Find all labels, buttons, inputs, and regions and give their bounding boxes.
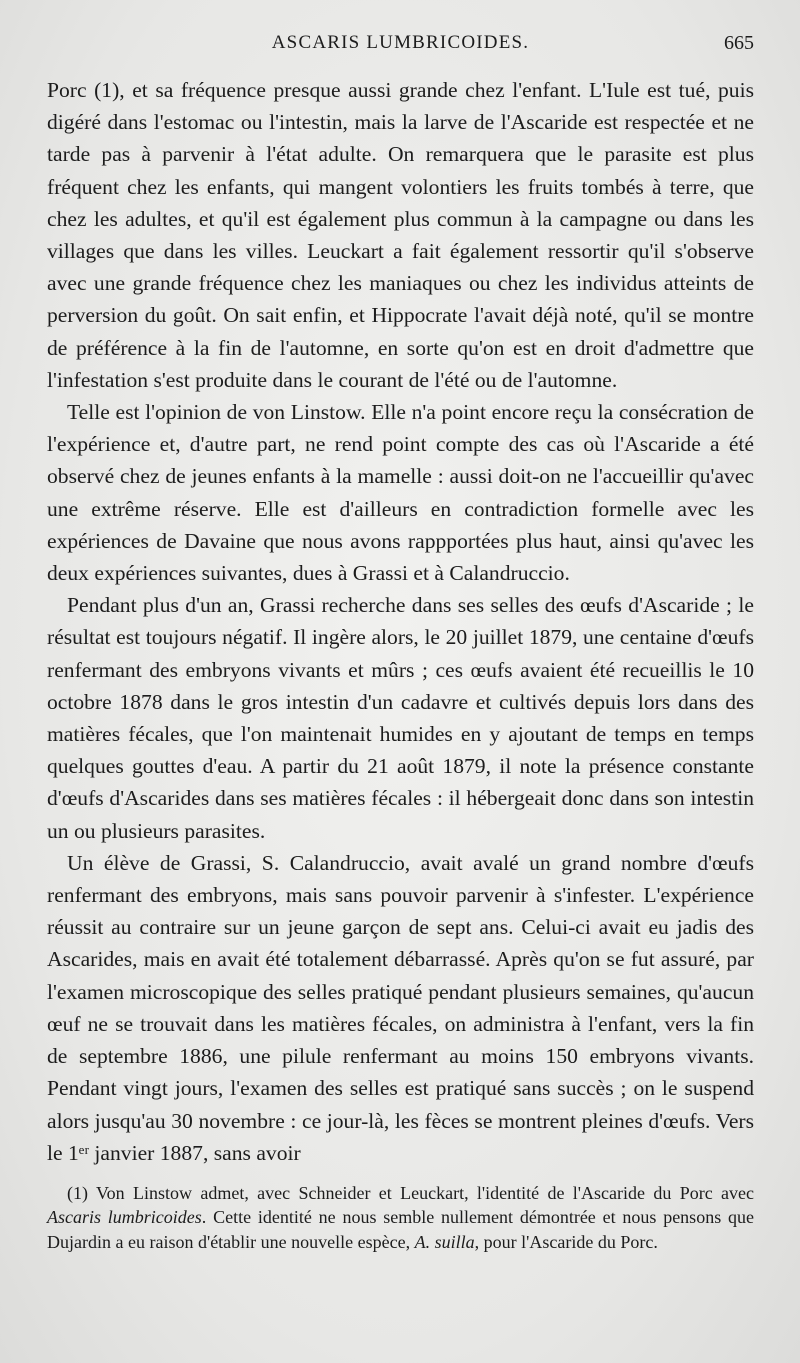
paragraph: Un élève de Grassi, S. Calandruccio, avait avalé un grand nombre d'œufs renfermant des embryons, mais sans pouvoir parvenir à s'infester. L'expérience réussit au contraire sur un jeune garçon de sept ans. Celui-ci avait eu jadis des Ascarides, mais en avait été totalement débarrassé. Après qu'on se fut assuré, par l'examen microscopique des selles pratiqué pendant plusieurs semaines, qu'aucun œuf ne se trouvait dans les matières fécales, on administra à l'enfant, vers la fin de septembre 1886, une pilule renfermant au moins 150 embryons vivants. Pendant vingt jours, l'examen des selles est pratiqué sans succès ; on le suspend alors jusqu'au 30 novembre : ce jour-là, les fèces se montrent pleines d'œufs. Vers le 1ᵉʳ janvier 1887, sans avoir — [47, 850, 754, 1165]
body-text — [47, 74, 754, 1169]
species-name-a-suilla: A. suilla — [414, 1231, 475, 1252]
footnote-text-after: , pour l'Ascaride du Porc. — [474, 1231, 658, 1252]
footnotes — [47, 1181, 754, 1255]
page-header — [47, 30, 754, 60]
footnote-text — [47, 1181, 754, 1255]
paragraph: Pendant plus d'un an, Grassi recherche dans ses selles des œufs d'Ascaride ; le résultat est toujours négatif. Il ingère alors, le 20 juillet 1879, une centaine d'œufs renfermant des embryons vivants et mûrs ; ces œufs avaient été recueillis le 10 octobre 1878 dans le gros intestin d'un cadavre et cultivés depuis lors dans des matières fécales, que l'on maintenait humides en y ajoutant de temps en temps quelques gouttes d'eau. A partir du 21 août 1879, il note la présence constante d'œufs d'Ascarides dans ses matières fécales : il hébergeait donc dans son intestin un ou plusieurs parasites. — [47, 593, 754, 843]
species-name-ascaris-lumbricoides: Ascaris lumbricoides — [47, 1207, 202, 1228]
paragraph: Telle est l'opinion de von Linstow. Elle n'a point encore reçu la consécration de l'expérience et, d'autre part, ne rend point compte des cas où l'Ascaride a été observé chez de jeunes enfants à la mamelle : aussi doit-on ne l'accueillir qu'avec une extrême réserve. Elle est d'ailleurs en contradiction formelle avec les expériences de Davaine que nous avons rappportées plus haut, ainsi qu'avec les deux expériences suivantes, dues à Grassi et à Calandruccio. — [47, 400, 754, 586]
footnote-text-middle: . Cette identité ne nous semble nullement démontrée et nous pensons que Dujardin a eu raison d'établir une nouvelle espèce, — [47, 1207, 754, 1252]
footnote-text-before: (1) Von Linstow admet, avec Schneider et Leuckart, l'identité de l'Ascaride du Porc avec — [67, 1182, 754, 1203]
footnote — [47, 1181, 754, 1255]
paragraph: Porc (1), et sa fréquence presque aussi grande chez l'enfant. L'Iule est tué, puis digéré dans l'estomac ou l'intestin, mais la larve de l'Ascaride est respectée et ne tarde pas à parvenir à l'état adulte. On remarquera que le parasite est plus fréquent chez les enfants, qui mangent volontiers les fruits tombés à terre, que chez les adultes, et qu'il est également plus commun à la campagne ou dans les villages que dans les villes. Leuckart a fait également ressortir qu'il s'observe avec une grande fréquence chez les maniaques ou chez les individus atteints de perversion du goût. On sait enfin, et Hippocrate l'avait déjà noté, qu'il se montre de préférence à la fin de l'automne, en sorte qu'on est en droit d'admettre que l'infestation s'est produite dans le courant de l'été ou de l'automne. — [47, 78, 754, 392]
page-number: 665 — [724, 32, 754, 54]
running-title: ASCARIS LUMBRICOIDES. — [271, 32, 530, 53]
